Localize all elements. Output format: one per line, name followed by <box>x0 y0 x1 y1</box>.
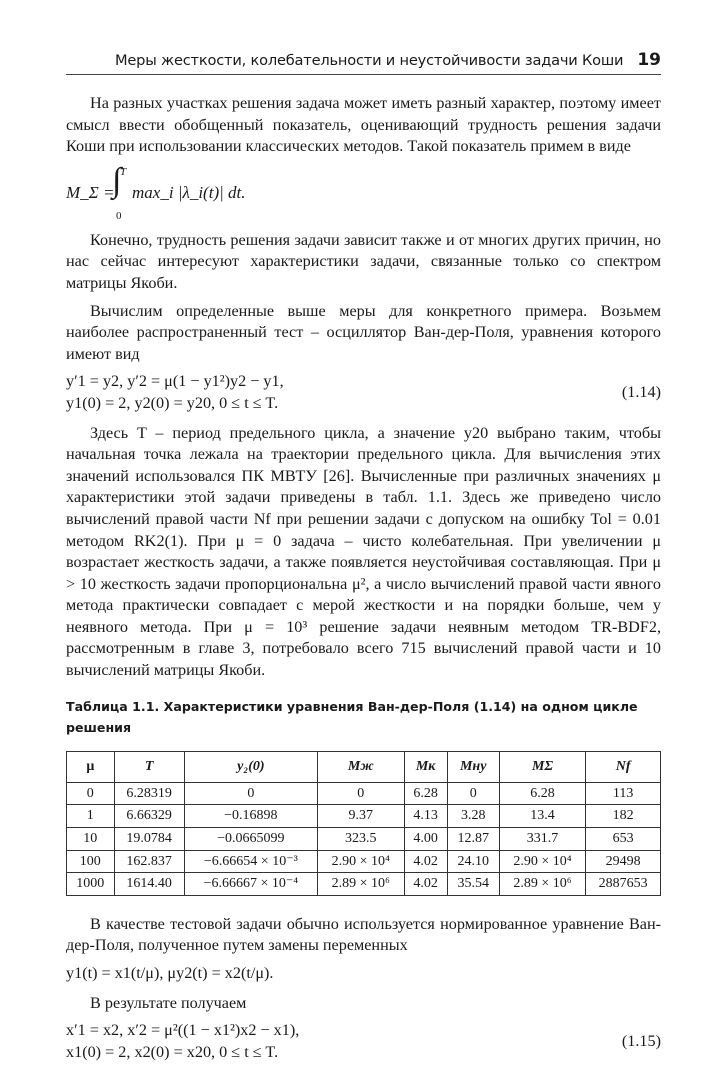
table-cell: 19.0784 <box>114 828 184 851</box>
table-cell: 2.89 × 10⁶ <box>317 873 404 896</box>
table-cell: 0 <box>67 782 115 805</box>
table-caption: Таблица 1.1. Характеристики уравнения Ван-дер-Поля (1.14) на одном цикле решения <box>66 698 638 736</box>
table-cell: 6.28 <box>499 782 586 805</box>
table-cell: 2.90 × 10⁴ <box>317 850 404 873</box>
table-cell: 2.90 × 10⁴ <box>499 850 586 873</box>
equation-line: y1(t) = x1(t/μ), μy2(t) = x2(t/μ). <box>66 964 274 982</box>
table-cell: 9.37 <box>317 805 404 828</box>
column-header: MΣ <box>499 751 586 782</box>
table-cell: 1000 <box>67 873 115 896</box>
table-cell: 2.89 × 10⁶ <box>499 873 586 896</box>
equation-1-14 <box>66 371 661 414</box>
table-cell: 4.02 <box>404 850 447 873</box>
paragraph: Здесь T – период предельного цикла, а значение y20 выбрано таким, чтобы начальная точка лежала на траектории предельного цикла. Для вычисления этих значений использовался ПК МВТУ [26]. Вычисленные при различных значениях μ характеристики этой задачи приведены в табл. 1.1. Здесь же приведено число вычислений правой части Nf при решении задачи с допуском на ошибку Tol = 0.01 методом RK2(1). При μ = 0 задача – чисто колебательная. При увеличении μ возрастает жесткость задачи, а также появляется неустойчивая составляющая. При μ > 10 жесткость задачи пропорциональна μ², а число вычислений правой части явного метода практически совпадает с мерой жесткости и на порядки больше, чем у неявного метода. При μ = 10³ решение задачи неявным методом TR-BDF2, рассмотренным в главе 3, потребовало всего 715 вычислений правой части и 10 вычислений матрицы Якоби. <box>66 423 661 680</box>
table-cell: 6.28 <box>404 782 447 805</box>
table-cell: 13.4 <box>499 805 586 828</box>
table-cell: 2887653 <box>586 873 661 896</box>
page-body <box>66 93 661 1071</box>
column-header: y₂(0) <box>184 751 317 782</box>
equation-1-15 <box>66 1020 661 1063</box>
table-cell: 29498 <box>586 850 661 873</box>
table-cell: 6.28319 <box>114 782 184 805</box>
equation-line: x1(0) = 2, x2(0) = x20, 0 ≤ t ≤ T. <box>66 1042 279 1061</box>
table-cell: 10 <box>67 828 115 851</box>
integral-formula <box>66 161 661 222</box>
running-header <box>66 46 661 75</box>
column-header: μ <box>67 751 115 782</box>
table-cell: 12.87 <box>447 828 499 851</box>
table-cell: 24.10 <box>447 850 499 873</box>
integral-sign: ∫ <box>112 161 122 199</box>
table-cell: 162.837 <box>114 850 184 873</box>
equation-line: x′1 = x2, x′2 = μ²((1 − x1²)x2 − x1), <box>66 1021 300 1040</box>
page-number: 19 <box>637 50 661 70</box>
table-cell: 113 <box>586 782 661 805</box>
table-cell: −0.0665099 <box>184 828 317 851</box>
table-cell: 331.7 <box>499 828 586 851</box>
table-cell: 0 <box>184 782 317 805</box>
table-cell: 323.5 <box>317 828 404 851</box>
table-header-row <box>67 751 661 782</box>
table-cell: 100 <box>67 850 115 873</box>
column-header: Nf <box>586 751 661 782</box>
table-cell: 182 <box>586 805 661 828</box>
table-cell: −6.66667 × 10⁻⁴ <box>184 873 317 896</box>
column-header: T <box>114 751 184 782</box>
table-cell: 35.54 <box>447 873 499 896</box>
table-cell: 3.28 <box>447 805 499 828</box>
table-cell: 0 <box>447 782 499 805</box>
paragraph: В результате получаем <box>90 993 247 1012</box>
paragraph: Конечно, трудность решения задачи зависит также и от многих других причин, но нас сейчас интересуют характеристики задачи, связанные только со спектром матрицы Якоби. <box>66 230 661 292</box>
table-row <box>67 805 661 828</box>
paragraph: На разных участках решения задача может иметь разный характер, поэтому имеет смысл ввести обобщенный показатель, оценивающий трудность решения задачи Коши при использовании классических методов. Такой показатель примем в виде <box>66 94 661 156</box>
equation-line: y′1 = y2, y′2 = μ(1 − y1²)y2 − y1, <box>66 372 284 391</box>
integral-upper-limit: T <box>120 165 127 178</box>
substitution-formula <box>66 963 661 985</box>
table-cell: −6.66654 × 10⁻³ <box>184 850 317 873</box>
running-title: Меры жесткости, колебательности и неустойчивости задачи Коши <box>115 51 624 69</box>
table-row <box>67 828 661 851</box>
equation-line: y1(0) = 2, y2(0) = y20, 0 ≤ t ≤ T. <box>66 393 279 412</box>
characteristics-table <box>66 751 661 896</box>
table-row <box>67 850 661 873</box>
table-cell: 6.66329 <box>114 805 184 828</box>
column-header: Mк <box>404 751 447 782</box>
table-cell: 4.00 <box>404 828 447 851</box>
equation-number: (1.14) <box>621 383 661 402</box>
table-row <box>67 782 661 805</box>
paragraph: Вычислим определенные выше меры для конкретного примера. Возьмем наиболее распространенный тест – осциллятор Ван-дер-Поля, уравнения которого имеют вид <box>66 301 661 363</box>
table-cell: 4.13 <box>404 805 447 828</box>
table-row <box>67 873 661 896</box>
formula-lhs: M_Σ = <box>66 182 115 202</box>
table-cell: 653 <box>586 828 661 851</box>
paragraph: В качестве тестовой задачи обычно используется нормированное уравнение Ван-дер-Поля, полученное путем замены переменных <box>66 914 661 955</box>
integral-body: max_i |λ_i(t)| dt. <box>132 182 246 202</box>
table-cell: −0.16898 <box>184 805 317 828</box>
table-cell: 1 <box>67 805 115 828</box>
table-cell: 4.02 <box>404 873 447 896</box>
equation-number: (1.15) <box>621 1031 661 1050</box>
column-header: Mну <box>447 751 499 782</box>
table-cell: 1614.40 <box>114 873 184 896</box>
column-header: Mж <box>317 751 404 782</box>
table-cell: 0 <box>317 782 404 805</box>
integral-lower-limit: 0 <box>116 209 122 222</box>
